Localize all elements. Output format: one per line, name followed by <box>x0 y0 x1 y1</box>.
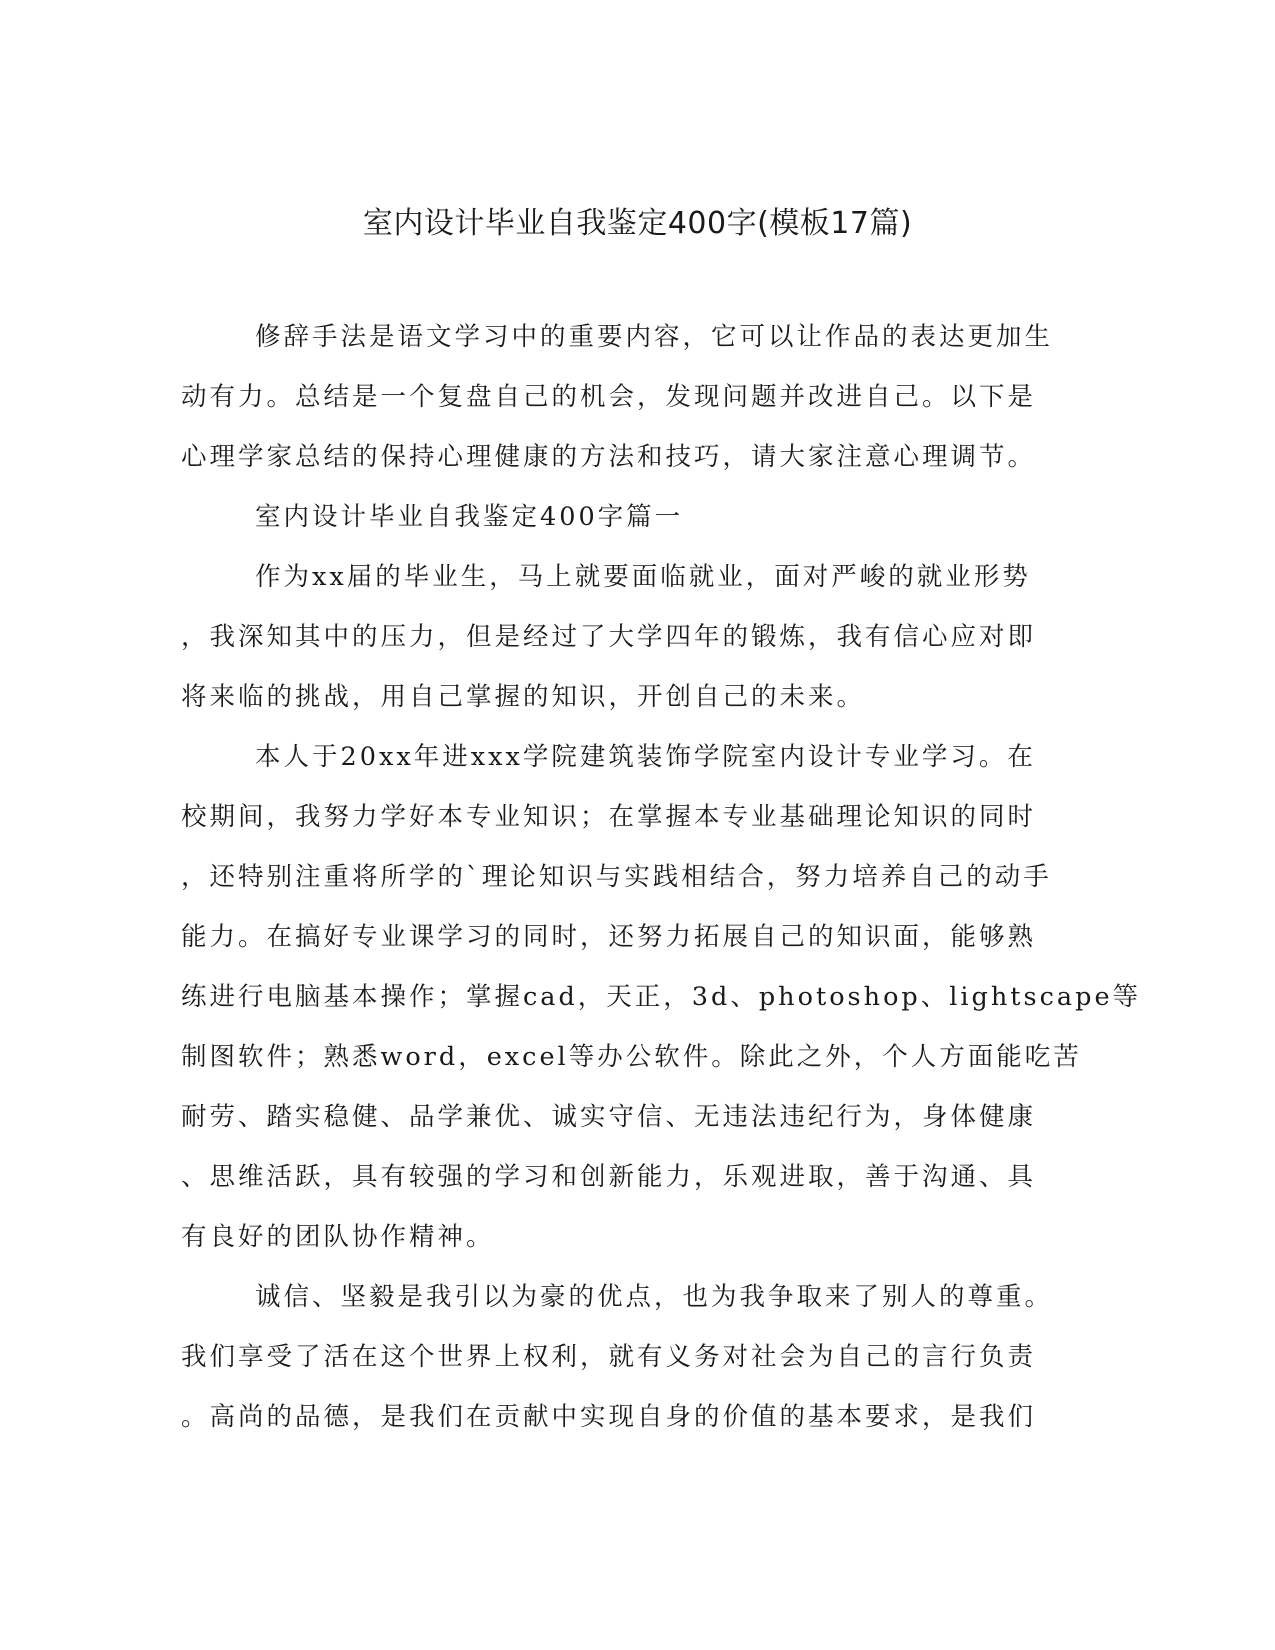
paragraph-line: 作为xx届的毕业生，马上就要面临就业，面对严峻的就业形势 <box>255 562 1031 592</box>
paragraph-line: 我们享受了活在这个世界上权利，就有义务对社会为自己的言行负责 <box>181 1342 1037 1372</box>
paragraph-line: 修辞手法是语文学习中的重要内容，它可以让作品的表达更加生 <box>255 322 1054 352</box>
paragraph-line: ，我深知其中的压力，但是经过了大学四年的锻炼，我有信心应对即 <box>181 622 1037 652</box>
paragraph-line: 本人于20xx年进xxx学院建筑装饰学院室内设计专业学习。在 <box>255 742 1036 772</box>
paragraph-line: 将来临的挑战，用自己掌握的知识，开创自己的未来。 <box>181 682 866 712</box>
paragraph-line: 能力。在搞好专业课学习的同时，还努力拓展自己的知识面，能够熟 <box>181 922 1037 952</box>
section-heading: 室内设计毕业自我鉴定400字篇一 <box>255 502 684 532</box>
paragraph-line: 校期间，我努力学好本专业知识；在掌握本专业基础理论知识的同时 <box>181 802 1037 832</box>
paragraph-line: 。高尚的品德，是我们在贡献中实现自身的价值的基本要求，是我们 <box>181 1402 1037 1432</box>
paragraph-line: 心理学家总结的保持心理健康的方法和技巧，请大家注意心理调节。 <box>181 442 1037 472</box>
document-body <box>181 322 1142 1462</box>
paragraph-line: 有良好的团队协作精神。 <box>181 1222 495 1252</box>
paragraph-line: 诚信、坚毅是我引以为豪的优点，也为我争取来了别人的尊重。 <box>255 1282 1054 1312</box>
paragraph-line: 制图软件；熟悉word，excel等办公软件。除此之外，个人方面能吃苦 <box>181 1042 1082 1072</box>
paragraph-line: 耐劳、踏实稳健、品学兼优、诚实守信、无违法违纪行为，身体健康 <box>181 1102 1037 1132</box>
paragraph-line: 、思维活跃，具有较强的学习和创新能力，乐观进取，善于沟通、具 <box>181 1162 1037 1192</box>
paragraph-line: ，还特别注重将所学的`理论知识与实践相结合，努力培养自己的动手 <box>181 862 1052 892</box>
paragraph-line: 动有力。总结是一个复盘自己的机会，发现问题并改进自己。以下是 <box>181 382 1037 412</box>
paragraph-line: 练进行电脑基本操作；掌握cad，天正，3d、photoshop、lightscape等 <box>181 982 1142 1012</box>
document-title: 室内设计毕业自我鉴定400字(模板17篇) <box>362 206 913 241</box>
